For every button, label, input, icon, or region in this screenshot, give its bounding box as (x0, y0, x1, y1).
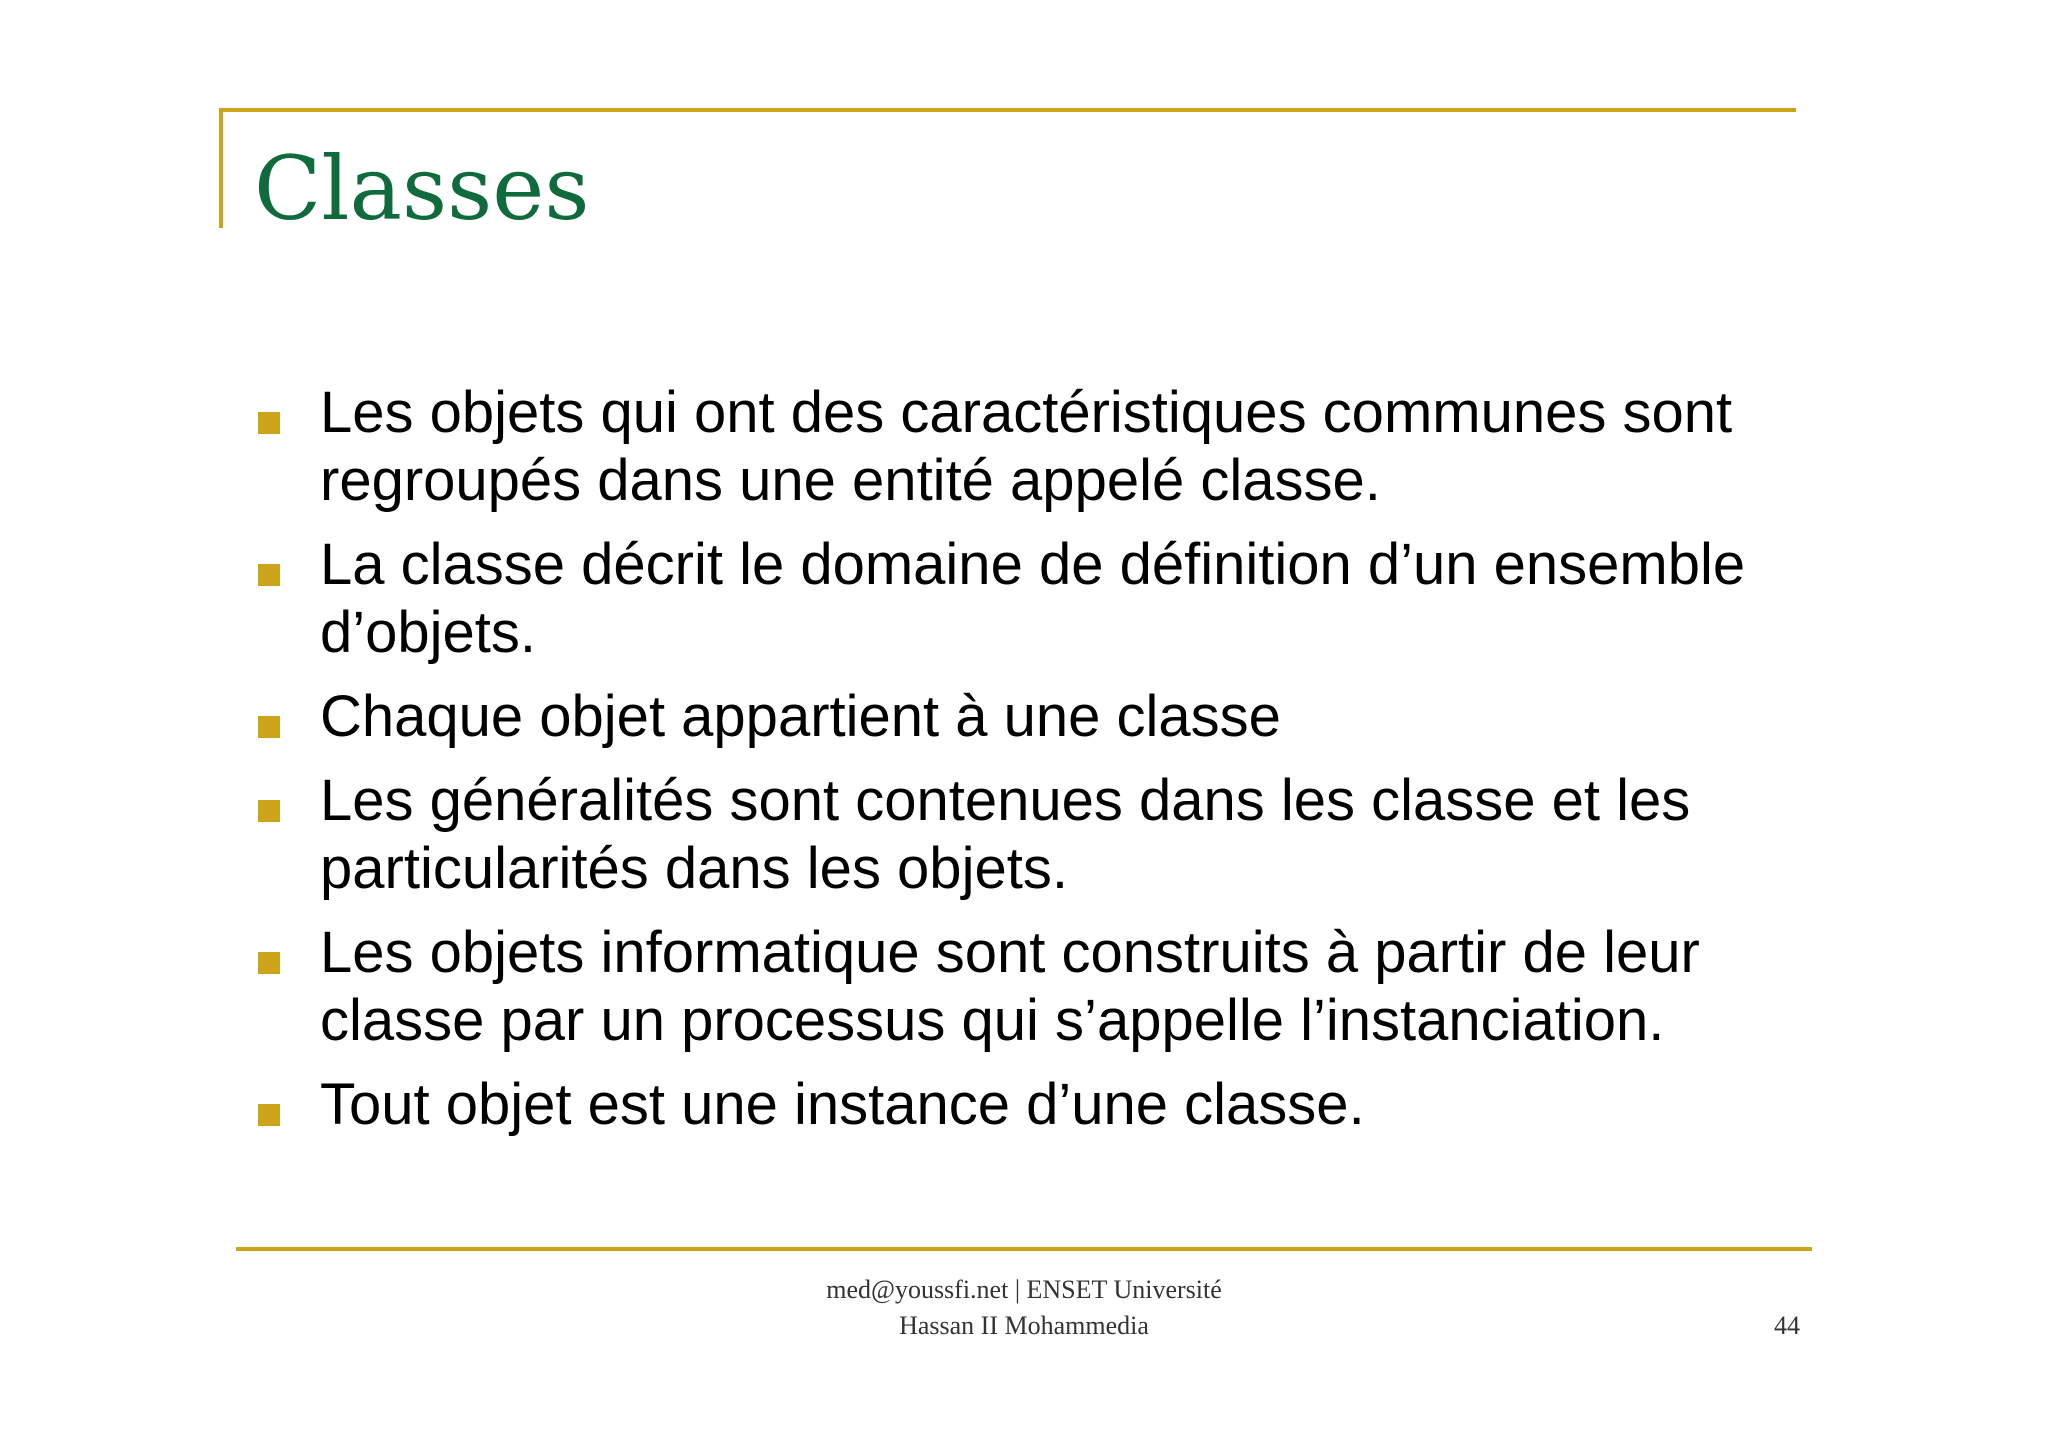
bullet-text: Les objets qui ont des caractéristiques communes sont regroupés dans une entité appelé classe. (320, 380, 1733, 513)
footer-line-2: Hassan II Mohammedia (899, 1311, 1149, 1340)
footer-line-1: med@youssfi.net | ENSET Université (826, 1275, 1222, 1304)
left-accent-line (219, 108, 223, 228)
page-number: 44 (1774, 1311, 1800, 1340)
square-bullet-icon (258, 412, 280, 434)
bullet-item (254, 767, 1784, 903)
square-bullet-icon (258, 716, 280, 738)
bullet-text: Chaque objet appartient à une classe (320, 684, 1281, 749)
bullet-item (254, 531, 1784, 667)
bullet-text: Les objets informatique sont construits à partir de leur classe par un processus qui s’appelle l’instanciation. (320, 920, 1700, 1053)
bullet-item (254, 683, 1784, 751)
top-divider-line (219, 108, 1796, 112)
bullet-text: Tout objet est une instance d’une classe. (320, 1072, 1365, 1137)
bullet-list (254, 379, 1784, 1155)
square-bullet-icon (258, 1104, 280, 1126)
square-bullet-icon (258, 564, 280, 586)
bullet-item (254, 1071, 1784, 1139)
square-bullet-icon (258, 800, 280, 822)
slide-title: Classes (254, 137, 590, 240)
bullet-text: Les généralités sont contenues dans les classe et les particularités dans les objets. (320, 768, 1691, 901)
bullet-item (254, 379, 1784, 515)
footer-credit (724, 1272, 1324, 1344)
bullet-text: La classe décrit le domaine de définition d’un ensemble d’objets. (320, 532, 1746, 665)
bullet-item (254, 919, 1784, 1055)
bottom-divider-line (236, 1247, 1812, 1251)
square-bullet-icon (258, 952, 280, 974)
